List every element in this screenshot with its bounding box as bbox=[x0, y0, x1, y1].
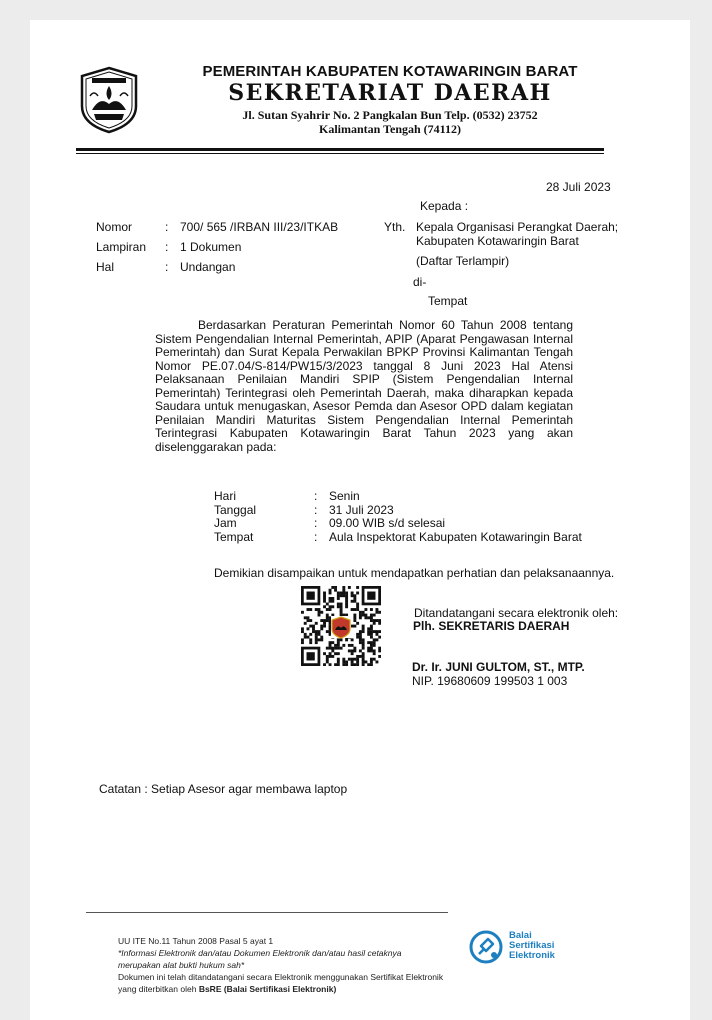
meta-lampiran-label: Lampiran bbox=[96, 240, 147, 254]
recipient-yth: Yth. bbox=[384, 220, 406, 234]
footer-legal-note-1: *Informasi Elektronik dan/atau Dokumen Elektronik dan/atau hasil cetaknya bbox=[118, 948, 402, 958]
schedule-jam-value: 09.00 WIB s/d selesai bbox=[329, 516, 446, 530]
meta-separator: : bbox=[165, 240, 169, 254]
letterhead-province: Kalimantan Tengah (74112) bbox=[318, 122, 462, 136]
schedule-jam-label: Jam bbox=[214, 516, 237, 530]
footer-rule bbox=[86, 912, 448, 913]
signature-qr-code-icon bbox=[301, 586, 381, 666]
signature-name: Dr. Ir. JUNI GULTOM, ST., MTP. bbox=[412, 660, 585, 674]
recipient-line1: Kepala Organisasi Perangkat Daerah; bbox=[416, 220, 619, 234]
regency-emblem-icon bbox=[78, 66, 140, 134]
letterhead-rule-thin bbox=[76, 153, 604, 154]
schedule-tempat-label: Tempat bbox=[214, 530, 254, 544]
letter-date: 28 Juli 2023 bbox=[546, 180, 611, 194]
footer-law-reference: UU ITE No.11 Tahun 2008 Pasal 5 ayat 1 bbox=[118, 936, 274, 946]
schedule-separator: : bbox=[314, 530, 318, 544]
letterhead-rule-thick bbox=[76, 148, 604, 151]
letter-body-paragraph: Berdasarkan Peraturan Pemerintah Nomor 60 Tahun 2008 tentang Sistem Pengendalian Internal Pemerintah, APIP (Aparat Pengawasan Internal Pemerintah) dan Surat Kepala Perwakilan BPKP Provinsi Kalimantan Tengah Nomor PE.07.04/S-814/PW15/3/2023 tanggal 8 Juni 2023 Hal Atensi Pelaksanaan Penilaian Mandiri SPIP (Sistem Pengendalian Internal Pemerintah) Terintegrasi oleh Pemerintah Daerah, maka diharapkan kepada Saudara untuk menugaskan, Asesor Pemda dan Asesor OPD dalam kegiatan Penilaian Mandiri Maturitas Sistem Pengendalian Internal Pemerintah Terintegrasi Kabupaten Kotawaringin Barat Tahun 2023 yang akan diselenggarakan pada: bbox=[155, 318, 573, 454]
bsre-word-3: Elektronik bbox=[509, 950, 555, 961]
recipient-tempat: Tempat bbox=[428, 294, 468, 308]
bsre-logo-icon bbox=[468, 929, 504, 965]
meta-lampiran-value: 1 Dokumen bbox=[180, 240, 242, 254]
recipient-di: di- bbox=[413, 275, 427, 289]
recipient-line3: (Daftar Terlampir) bbox=[416, 254, 510, 268]
schedule-tanggal-value: 31 Juli 2023 bbox=[329, 503, 394, 517]
letterhead-address: Jl. Sutan Syahrir No. 2 Pangkalan Bun Telp. (0532) 23752 bbox=[242, 108, 538, 122]
footer-signature-note: Dokumen ini telah ditandatangani secara Elektronik menggunakan Sertifikat Elektronik bbox=[118, 972, 444, 982]
meta-separator: : bbox=[165, 220, 169, 234]
bsre-wordmark bbox=[509, 931, 555, 961]
schedule-hari-label: Hari bbox=[214, 489, 237, 503]
bsre-word-1: Balai bbox=[509, 930, 532, 941]
schedule-hari-value: Senin bbox=[329, 489, 360, 503]
schedule-tempat-value: Aula Inspektorat Kabupaten Kotawaringin Barat bbox=[329, 530, 582, 544]
letterhead-office: SEKRETARIAT DAERAH bbox=[228, 80, 552, 106]
footer-issuer-note bbox=[118, 984, 336, 994]
meta-nomor-label: Nomor bbox=[96, 220, 133, 234]
footer-issuer-prefix: yang diterbitkan oleh bbox=[118, 984, 199, 994]
signature-title: Plh. SEKRETARIS DAERAH bbox=[413, 619, 570, 633]
letterhead-government: PEMERINTAH KABUPATEN KOTAWARINGIN BARAT bbox=[202, 63, 578, 80]
schedule-separator: : bbox=[314, 489, 318, 503]
signature-signed-by: Ditandatangani secara elektronik oleh: bbox=[414, 606, 619, 620]
footer-legal-note-2: merupakan alat bukti hukum sah* bbox=[118, 960, 245, 970]
schedule-separator: : bbox=[314, 516, 318, 530]
footer-issuer-name: BsRE (Balai Sertifikasi Elektronik) bbox=[198, 984, 337, 994]
meta-hal-label: Hal bbox=[96, 260, 115, 274]
schedule-tanggal-label: Tanggal bbox=[214, 503, 257, 517]
meta-hal-value: Undangan bbox=[180, 260, 236, 274]
closing-sentence: Demikian disampaikan untuk mendapatkan perhatian dan pelaksanaannya. bbox=[214, 566, 615, 580]
meta-nomor-value: 700/ 565 /IRBAN III/23/ITKAB bbox=[180, 220, 339, 234]
recipient-line2: Kabupaten Kotawaringin Barat bbox=[416, 234, 579, 248]
note-catatan: Catatan : Setiap Asesor agar membawa laptop bbox=[99, 782, 348, 796]
signature-nip: NIP. 19680609 199503 1 003 bbox=[412, 674, 568, 688]
recipient-kepada: Kepada : bbox=[420, 199, 469, 213]
schedule-separator: : bbox=[314, 503, 318, 517]
meta-separator: : bbox=[165, 260, 169, 274]
bsre-word-2: Sertifikasi bbox=[509, 940, 555, 951]
